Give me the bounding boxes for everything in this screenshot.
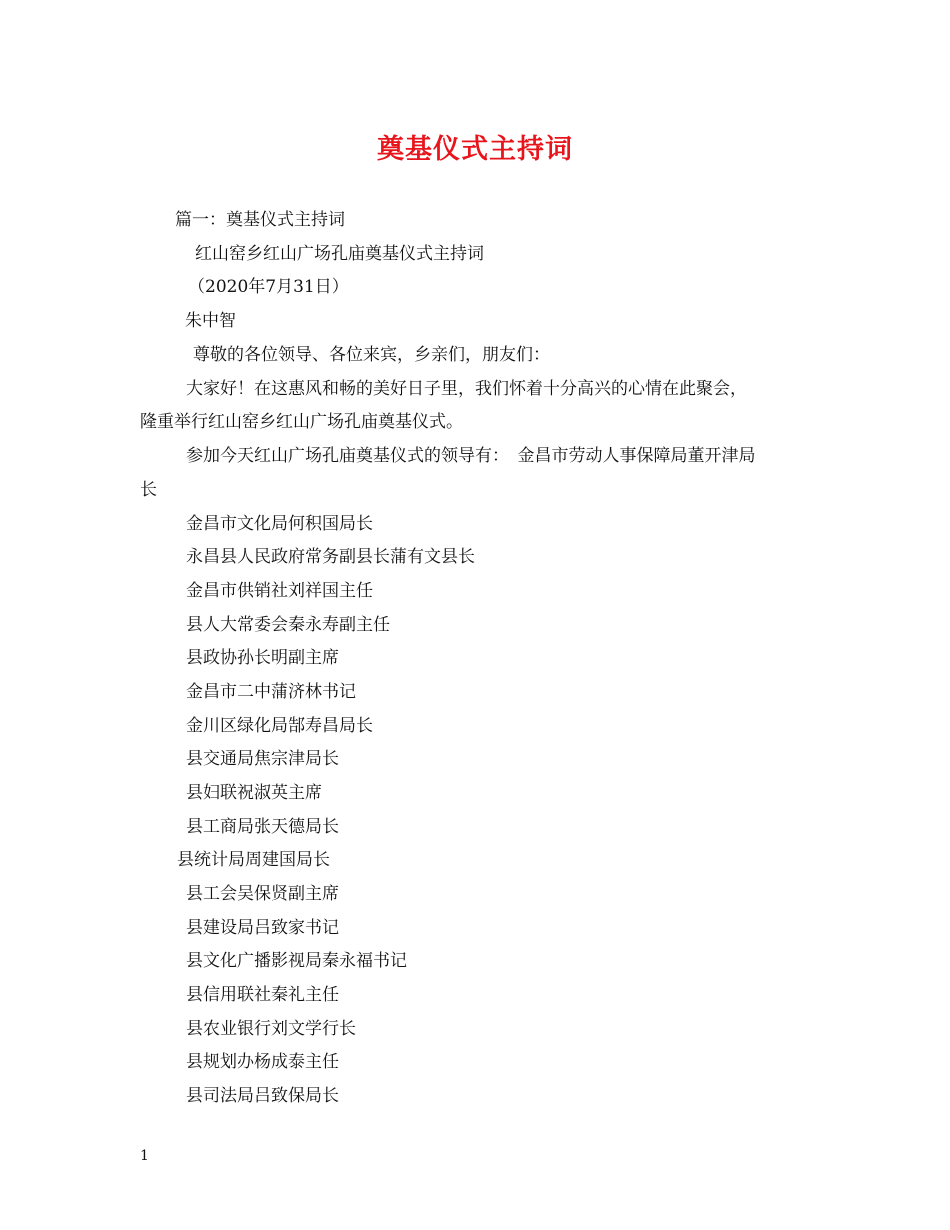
document-title: 奠基仪式主持词 bbox=[377, 134, 573, 165]
paragraph-line: 参加今天红山广场孔庙奠基仪式的领导有： 金昌市劳动人事保障局董开津局 bbox=[186, 446, 756, 466]
leader-item: 金昌市供销社刘祥国主任 bbox=[186, 581, 373, 601]
leader-item: 县工会吴保贤副主席 bbox=[186, 884, 339, 904]
author-name: 朱中智 bbox=[185, 311, 236, 331]
leader-item: 县司法局吕致保局长 bbox=[186, 1086, 339, 1106]
leader-item: 永昌县人民政府常务副县长蒲有文县长 bbox=[186, 547, 475, 567]
leader-item: 金昌市文化局何积国局长 bbox=[186, 514, 373, 534]
speech-subtitle: 红山窑乡红山广场孔庙奠基仪式主持词 bbox=[195, 244, 484, 264]
leader-item: 县信用联社秦礼主任 bbox=[186, 985, 339, 1005]
leader-item: 县农业银行刘文学行长 bbox=[186, 1019, 356, 1039]
leader-item: 县工商局张天德局长 bbox=[186, 817, 339, 837]
paragraph-line: 大家好！在这惠风和畅的美好日子里，我们怀着十分高兴的心情在此聚会， bbox=[186, 379, 747, 399]
paragraph-line: 长 bbox=[140, 480, 157, 500]
section-heading: 篇一：奠基仪式主持词 bbox=[175, 210, 345, 230]
leader-item: 县政协孙长明副主席 bbox=[186, 648, 339, 668]
page-number: 1 bbox=[140, 1148, 149, 1164]
leader-item: 县交通局焦宗津局长 bbox=[186, 749, 339, 769]
leader-item: 县人大常委会秦永寿副主任 bbox=[186, 615, 390, 635]
leader-item: 县规划办杨成泰主任 bbox=[186, 1052, 339, 1072]
paragraph-line: 隆重举行红山窑乡红山广场孔庙奠基仪式。 bbox=[140, 412, 463, 432]
leader-item: 县文化广播影视局秦永福书记 bbox=[186, 951, 407, 971]
leader-item: 金川区绿化局郜寿昌局长 bbox=[186, 716, 373, 736]
speech-date: （2020年7月31日） bbox=[188, 277, 349, 297]
leader-item: 县建设局吕致家书记 bbox=[186, 918, 339, 938]
leader-item: 县统计局周建国局长 bbox=[177, 850, 330, 870]
leader-item: 县妇联祝淑英主席 bbox=[186, 783, 322, 803]
greeting-line: 尊敬的各位领导、各位来宾，乡亲们，朋友们： bbox=[193, 345, 550, 365]
leader-item: 金昌市二中蒲济林书记 bbox=[186, 682, 356, 702]
